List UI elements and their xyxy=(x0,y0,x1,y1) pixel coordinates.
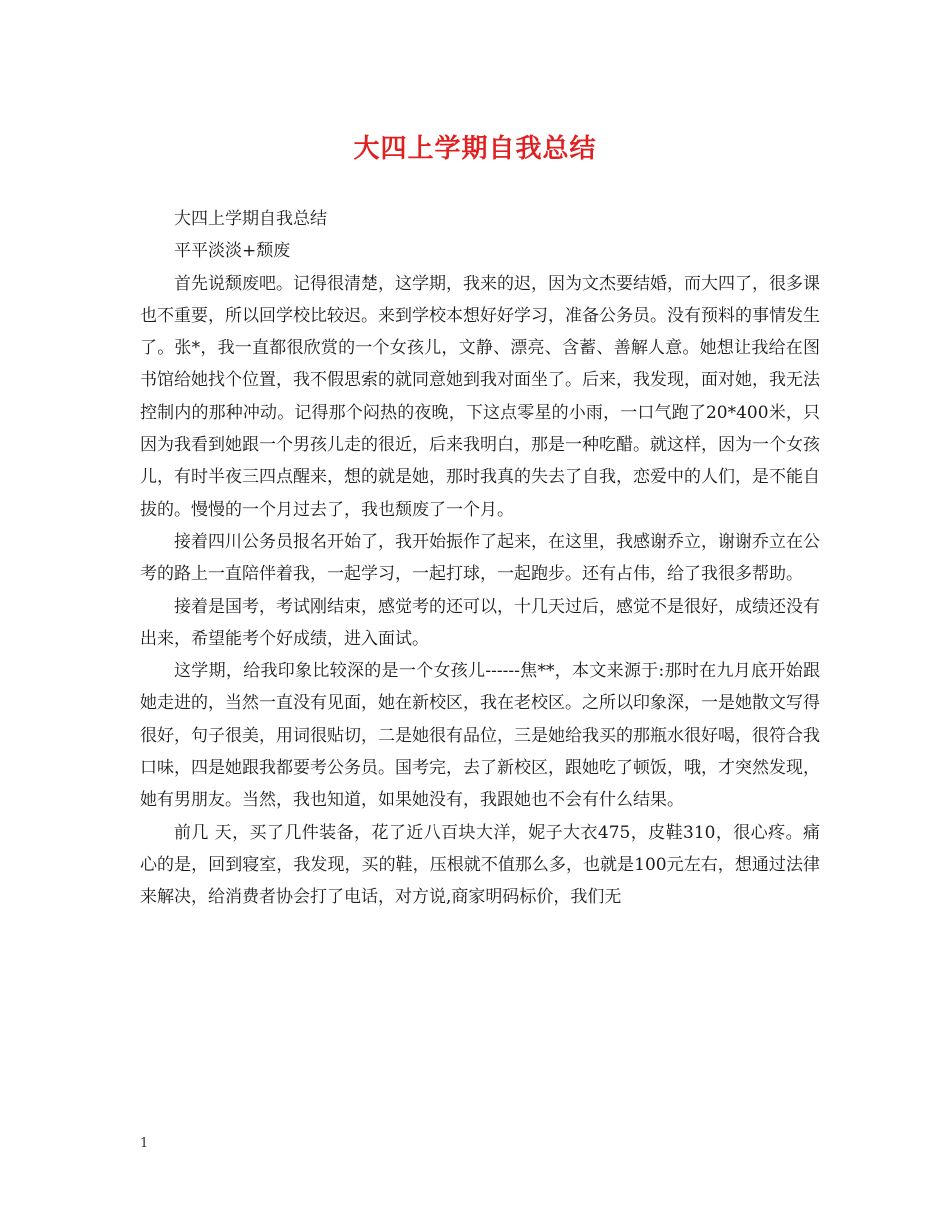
page-number: 1 xyxy=(140,1136,149,1151)
document-title: 大四上学期自我总结 xyxy=(353,134,597,164)
paragraph: 这学期，给我印象比较深的是一个女孩儿------焦**，本文来源于:那时在九月底开始跟她走进的，当然一直没有见面，她在新校区，我在老校区。之所以印象深，一是她散文写得很好，句子很美，用词很贴切，二是她很有品位，三是她给我买的那瓶水很好喝，很符合我口味，四是她跟我都要考公务员。国考完，去了新校区，跟她吃了顿饭，哦，才突然发现，她有男朋友。当然，我也知道，如果她没有，我跟她也不会有什么结果。 xyxy=(140,661,820,811)
paragraph-subtitle: 平平淡淡+颓废 xyxy=(174,241,291,262)
paragraph: 接着是国考，考试刚结束，感觉考的还可以，十几天过后，感觉不是很好，成绩还没有出来，希望能考个好成绩，进入面试。 xyxy=(140,596,820,649)
document-body xyxy=(140,203,820,914)
paragraph: 前几 天，买了几件装备，花了近八百块大洋，妮子大衣475，皮鞋310，很心疼。痛心的是，回到寝室，我发现，买的鞋，压根就不值那么多，也就是100元左右，想通过法律来解决，给消费者协会打了电话，对方说,商家明码标价，我们无 xyxy=(140,822,820,908)
paragraph: 首先说颓废吧。记得很清楚，这学期，我来的迟，因为文杰要结婚，而大四了，很多课也不重要，所以回学校比较迟。来到学校本想好好学习，准备公务员。没有预料的事情发生了。张*，我一直都很欣赏的一个女孩儿，文静、漂亮、含蓄、善解人意。她想让我给在图书馆给她找个位置，我不假思索的就同意她到我对面坐了。后来，我发现，面对她，我无法控制内的那种冲动。记得那个闷热的夜晚，下这点零星的小雨，一口气跑了20*400米，只因为我看到她跟一个男孩儿走的很近，后来我明白，那是一种吃醋。就这样，因为一个女孩儿，有时半夜三四点醒来，想的就是她，那时我真的失去了自我，恋爱中的人们，是不能自拔的。慢慢的一个月过去了，我也颓废了一个月。 xyxy=(140,273,820,520)
paragraph-heading: 大四上学期自我总结 xyxy=(174,209,327,229)
paragraph: 接着四川公务员报名开始了，我开始振作了起来，在这里，我感谢乔立，谢谢乔立在公考的路上一直陪伴着我，一起学习，一起打球，一起跑步。还有占伟，给了我很多帮助。 xyxy=(140,531,820,585)
